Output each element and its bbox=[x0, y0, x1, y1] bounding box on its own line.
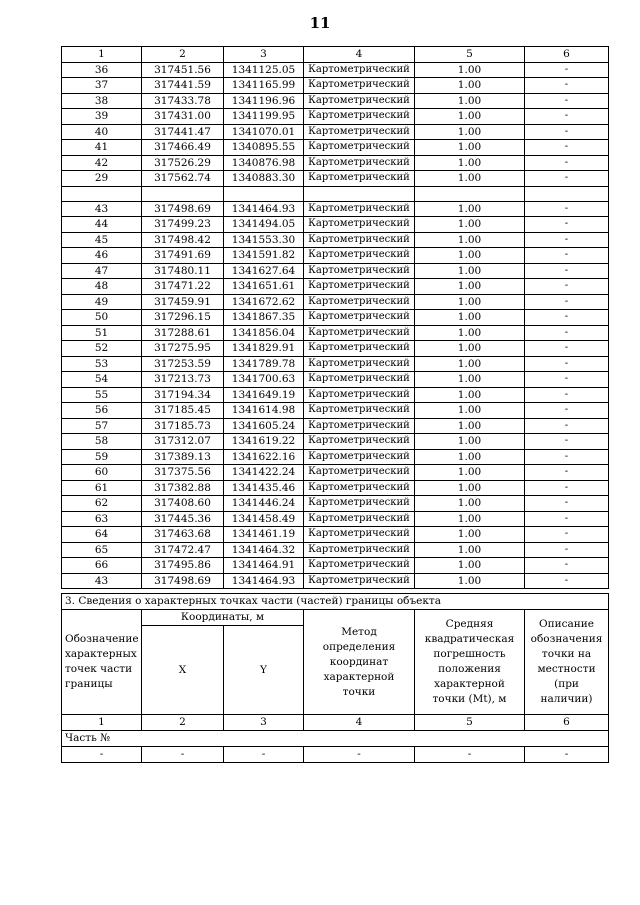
method-cell: Картометрический bbox=[304, 232, 415, 248]
error-value: 1.00 bbox=[415, 356, 525, 372]
description-cell: - bbox=[525, 93, 609, 109]
description-cell: - bbox=[525, 341, 609, 357]
error-value: 1.00 bbox=[415, 372, 525, 388]
x-coordinate: 317194.34 bbox=[142, 387, 224, 403]
y-coordinate: 1341605.24 bbox=[224, 418, 304, 434]
error-value: 1.00 bbox=[415, 310, 525, 326]
description-cell: - bbox=[525, 232, 609, 248]
y-coordinate: 1341856.04 bbox=[224, 325, 304, 341]
y-coordinate: 1341446.24 bbox=[224, 496, 304, 512]
y-coordinate: 1341435.46 bbox=[224, 480, 304, 496]
empty-cell: - bbox=[415, 747, 525, 763]
point-designation-header: Обозначение характерных точек части границы bbox=[62, 610, 142, 715]
column-number: 6 bbox=[525, 715, 609, 731]
y-coordinate: 1341700.63 bbox=[224, 372, 304, 388]
column-number: 4 bbox=[304, 47, 415, 63]
error-value: 1.00 bbox=[415, 124, 525, 140]
y-coordinate: 1341627.64 bbox=[224, 263, 304, 279]
section-title: 3. Сведения о характерных точках части (частей) границы объекта bbox=[62, 594, 609, 610]
y-coordinate: 1341070.01 bbox=[224, 124, 304, 140]
y-coordinate: 1341464.32 bbox=[224, 542, 304, 558]
table-row bbox=[62, 124, 609, 140]
x-coordinate: 317441.59 bbox=[142, 78, 224, 94]
y-coordinate: 1341789.78 bbox=[224, 356, 304, 372]
error-value: 1.00 bbox=[415, 418, 525, 434]
point-number: 55 bbox=[62, 387, 142, 403]
description-cell: - bbox=[525, 372, 609, 388]
point-number: 59 bbox=[62, 449, 142, 465]
method-cell: Картометрический bbox=[304, 217, 415, 233]
point-number: 38 bbox=[62, 93, 142, 109]
description-cell: - bbox=[525, 62, 609, 78]
error-value: 1.00 bbox=[415, 480, 525, 496]
y-coordinate: 1341422.24 bbox=[224, 465, 304, 481]
method-cell: Картометрический bbox=[304, 372, 415, 388]
point-number: 51 bbox=[62, 325, 142, 341]
point-number: 43 bbox=[62, 573, 142, 589]
point-number: 48 bbox=[62, 279, 142, 295]
table-row bbox=[62, 294, 609, 310]
x-coordinate: 317466.49 bbox=[142, 140, 224, 156]
method-cell: Картометрический bbox=[304, 109, 415, 125]
table-row bbox=[62, 279, 609, 295]
description-cell: - bbox=[525, 511, 609, 527]
x-coordinate: 317463.68 bbox=[142, 527, 224, 543]
method-cell: Картометрический bbox=[304, 527, 415, 543]
table-row bbox=[62, 232, 609, 248]
point-number: 36 bbox=[62, 62, 142, 78]
table-row bbox=[62, 310, 609, 326]
method-cell: Картометрический bbox=[304, 140, 415, 156]
method-cell: Картометрический bbox=[304, 418, 415, 434]
error-value: 1.00 bbox=[415, 171, 525, 187]
error-value: 1.00 bbox=[415, 109, 525, 125]
column-number: 6 bbox=[525, 47, 609, 63]
point-number: 37 bbox=[62, 78, 142, 94]
method-cell: Картометрический bbox=[304, 387, 415, 403]
y-coordinate: 1341619.22 bbox=[224, 434, 304, 450]
table-row bbox=[62, 155, 609, 171]
table-row bbox=[62, 573, 609, 589]
description-cell: - bbox=[525, 140, 609, 156]
column-number: 5 bbox=[415, 47, 525, 63]
description-cell: - bbox=[525, 542, 609, 558]
point-number: 66 bbox=[62, 558, 142, 574]
point-number: 63 bbox=[62, 511, 142, 527]
description-cell: - bbox=[525, 248, 609, 264]
y-coordinate: 1341464.93 bbox=[224, 573, 304, 589]
table-row bbox=[62, 465, 609, 481]
method-cell: Картометрический bbox=[304, 310, 415, 326]
point-number: 53 bbox=[62, 356, 142, 372]
point-number: 62 bbox=[62, 496, 142, 512]
point-number: 45 bbox=[62, 232, 142, 248]
description-cell: - bbox=[525, 263, 609, 279]
point-number: 46 bbox=[62, 248, 142, 264]
x-coordinate: 317526.29 bbox=[142, 155, 224, 171]
description-cell: - bbox=[525, 356, 609, 372]
method-cell: Картометрический bbox=[304, 511, 415, 527]
error-value: 1.00 bbox=[415, 434, 525, 450]
description-cell: - bbox=[525, 325, 609, 341]
description-cell: - bbox=[525, 434, 609, 450]
x-coordinate: 317375.56 bbox=[142, 465, 224, 481]
table-row bbox=[62, 542, 609, 558]
y-coordinate: 1341464.91 bbox=[224, 558, 304, 574]
error-value: 1.00 bbox=[415, 155, 525, 171]
empty-cell bbox=[224, 186, 304, 201]
x-coordinate: 317408.60 bbox=[142, 496, 224, 512]
x-coordinate: 317445.36 bbox=[142, 511, 224, 527]
x-coordinate: 317275.95 bbox=[142, 341, 224, 357]
contour-separator-row bbox=[62, 186, 609, 201]
point-number: 52 bbox=[62, 341, 142, 357]
y-coordinate: 1341672.62 bbox=[224, 294, 304, 310]
y-coordinate: 1341651.61 bbox=[224, 279, 304, 295]
x-coordinate: 317389.13 bbox=[142, 449, 224, 465]
x-coordinate: 317498.42 bbox=[142, 232, 224, 248]
point-number: 39 bbox=[62, 109, 142, 125]
table-row bbox=[62, 248, 609, 264]
method-cell: Картометрический bbox=[304, 542, 415, 558]
description-cell: - bbox=[525, 465, 609, 481]
description-cell: - bbox=[525, 527, 609, 543]
method-cell: Картометрический bbox=[304, 93, 415, 109]
y-coordinate: 1341591.82 bbox=[224, 248, 304, 264]
point-number: 50 bbox=[62, 310, 142, 326]
description-cell: - bbox=[525, 418, 609, 434]
table-row bbox=[62, 558, 609, 574]
description-cell: - bbox=[525, 403, 609, 419]
table-row bbox=[62, 62, 609, 78]
method-header: Метод определения координат характерной точки bbox=[304, 610, 415, 715]
table-row bbox=[62, 403, 609, 419]
point-number: 58 bbox=[62, 434, 142, 450]
error-value: 1.00 bbox=[415, 201, 525, 217]
table-row bbox=[62, 434, 609, 450]
description-cell: - bbox=[525, 155, 609, 171]
table-row bbox=[62, 217, 609, 233]
point-number: 41 bbox=[62, 140, 142, 156]
error-value: 1.00 bbox=[415, 465, 525, 481]
y-coordinate: 1341829.91 bbox=[224, 341, 304, 357]
column-number-row bbox=[62, 47, 609, 63]
empty-cell bbox=[142, 186, 224, 201]
table-row bbox=[62, 418, 609, 434]
part-boundary-table bbox=[61, 593, 609, 763]
empty-cell: - bbox=[525, 747, 609, 763]
point-number: 44 bbox=[62, 217, 142, 233]
y-coordinate: 1340876.98 bbox=[224, 155, 304, 171]
description-cell: - bbox=[525, 310, 609, 326]
x-coordinate: 317441.47 bbox=[142, 124, 224, 140]
column-number: 3 bbox=[224, 715, 304, 731]
x-coordinate: 317431.00 bbox=[142, 109, 224, 125]
description-cell: - bbox=[525, 496, 609, 512]
error-value: 1.00 bbox=[415, 248, 525, 264]
coordinates-table bbox=[61, 46, 609, 589]
description-cell: - bbox=[525, 387, 609, 403]
x-coordinate: 317499.23 bbox=[142, 217, 224, 233]
method-cell: Картометрический bbox=[304, 341, 415, 357]
error-value: 1.00 bbox=[415, 558, 525, 574]
x-coordinate: 317471.22 bbox=[142, 279, 224, 295]
point-number: 60 bbox=[62, 465, 142, 481]
method-cell: Картометрический bbox=[304, 465, 415, 481]
x-coordinate: 317213.73 bbox=[142, 372, 224, 388]
x-coordinate: 317185.73 bbox=[142, 418, 224, 434]
description-cell: - bbox=[525, 279, 609, 295]
point-number: 29 bbox=[62, 171, 142, 187]
method-cell: Картометрический bbox=[304, 558, 415, 574]
x-coordinate: 317495.86 bbox=[142, 558, 224, 574]
column-number: 2 bbox=[142, 47, 224, 63]
x-coordinate: 317288.61 bbox=[142, 325, 224, 341]
y-coordinate: 1340883.30 bbox=[224, 171, 304, 187]
method-cell: Картометрический bbox=[304, 171, 415, 187]
method-cell: Картометрический bbox=[304, 248, 415, 264]
point-number: 42 bbox=[62, 155, 142, 171]
error-value: 1.00 bbox=[415, 341, 525, 357]
empty-cell bbox=[415, 186, 525, 201]
error-value: 1.00 bbox=[415, 511, 525, 527]
table-row bbox=[62, 109, 609, 125]
column-number: 1 bbox=[62, 715, 142, 731]
x-coordinate: 317459.91 bbox=[142, 294, 224, 310]
description-cell: - bbox=[525, 124, 609, 140]
error-value: 1.00 bbox=[415, 573, 525, 589]
table-row bbox=[62, 480, 609, 496]
method-cell: Картометрический bbox=[304, 78, 415, 94]
error-value: 1.00 bbox=[415, 387, 525, 403]
y-coordinate: 1341199.95 bbox=[224, 109, 304, 125]
column-number: 1 bbox=[62, 47, 142, 63]
error-value: 1.00 bbox=[415, 496, 525, 512]
method-cell: Картометрический bbox=[304, 62, 415, 78]
method-cell: Картометрический bbox=[304, 201, 415, 217]
x-coordinate: 317498.69 bbox=[142, 201, 224, 217]
part-label: Часть № bbox=[62, 731, 609, 747]
error-value: 1.00 bbox=[415, 449, 525, 465]
empty-cell: - bbox=[224, 747, 304, 763]
y-coordinate: 1341461.19 bbox=[224, 527, 304, 543]
x-coordinate: 317491.69 bbox=[142, 248, 224, 264]
table-row bbox=[62, 325, 609, 341]
y-coordinate: 1341196.96 bbox=[224, 93, 304, 109]
x-coordinate: 317185.45 bbox=[142, 403, 224, 419]
x-coordinate: 317498.69 bbox=[142, 573, 224, 589]
error-value: 1.00 bbox=[415, 325, 525, 341]
point-number: 47 bbox=[62, 263, 142, 279]
empty-cell bbox=[62, 186, 142, 201]
description-cell: - bbox=[525, 480, 609, 496]
table-row bbox=[62, 449, 609, 465]
method-cell: Картометрический bbox=[304, 449, 415, 465]
description-cell: - bbox=[525, 217, 609, 233]
method-cell: Картометрический bbox=[304, 480, 415, 496]
empty-cell bbox=[304, 186, 415, 201]
empty-cell: - bbox=[304, 747, 415, 763]
error-value: 1.00 bbox=[415, 294, 525, 310]
method-cell: Картометрический bbox=[304, 279, 415, 295]
error-value: 1.00 bbox=[415, 527, 525, 543]
error-value: 1.00 bbox=[415, 78, 525, 94]
error-value: 1.00 bbox=[415, 93, 525, 109]
column-number: 3 bbox=[224, 47, 304, 63]
y-coordinate: 1341553.30 bbox=[224, 232, 304, 248]
x-coordinate: 317451.56 bbox=[142, 62, 224, 78]
method-cell: Картометрический bbox=[304, 263, 415, 279]
table-row bbox=[62, 387, 609, 403]
description-cell: - bbox=[525, 78, 609, 94]
column-number: 4 bbox=[304, 715, 415, 731]
y-coordinate: 1341458.49 bbox=[224, 511, 304, 527]
x-coordinate: 317433.78 bbox=[142, 93, 224, 109]
table-row bbox=[62, 171, 609, 187]
y-coordinate: 1341464.93 bbox=[224, 201, 304, 217]
description-header: Описание обозначения точки на местности (при наличии) bbox=[525, 610, 609, 715]
description-cell: - bbox=[525, 449, 609, 465]
point-number: 49 bbox=[62, 294, 142, 310]
error-value: 1.00 bbox=[415, 279, 525, 295]
method-cell: Картометрический bbox=[304, 155, 415, 171]
y-header: Y bbox=[224, 626, 304, 715]
point-number: 57 bbox=[62, 418, 142, 434]
method-cell: Картометрический bbox=[304, 124, 415, 140]
table-row bbox=[62, 140, 609, 156]
description-cell: - bbox=[525, 573, 609, 589]
y-coordinate: 1341867.35 bbox=[224, 310, 304, 326]
table-row bbox=[62, 496, 609, 512]
description-cell: - bbox=[525, 201, 609, 217]
x-coordinate: 317253.59 bbox=[142, 356, 224, 372]
y-coordinate: 1341494.05 bbox=[224, 217, 304, 233]
x-coordinate: 317296.15 bbox=[142, 310, 224, 326]
point-number: 56 bbox=[62, 403, 142, 419]
table-row bbox=[62, 527, 609, 543]
x-coordinate: 317382.88 bbox=[142, 480, 224, 496]
method-cell: Картометрический bbox=[304, 434, 415, 450]
empty-cell: - bbox=[142, 747, 224, 763]
y-coordinate: 1341125.05 bbox=[224, 62, 304, 78]
empty-cell: - bbox=[62, 747, 142, 763]
point-number: 43 bbox=[62, 201, 142, 217]
x-coordinate: 317562.74 bbox=[142, 171, 224, 187]
description-cell: - bbox=[525, 171, 609, 187]
point-number: 40 bbox=[62, 124, 142, 140]
x-coordinate: 317312.07 bbox=[142, 434, 224, 450]
column-number: 2 bbox=[142, 715, 224, 731]
description-cell: - bbox=[525, 558, 609, 574]
method-cell: Картометрический bbox=[304, 573, 415, 589]
y-coordinate: 1341614.98 bbox=[224, 403, 304, 419]
coordinates-header: Координаты, м bbox=[142, 610, 304, 626]
table-row bbox=[62, 78, 609, 94]
method-cell: Картометрический bbox=[304, 496, 415, 512]
description-cell: - bbox=[525, 294, 609, 310]
table-row bbox=[62, 511, 609, 527]
error-value: 1.00 bbox=[415, 542, 525, 558]
point-number: 64 bbox=[62, 527, 142, 543]
method-cell: Картометрический bbox=[304, 325, 415, 341]
x-coordinate: 317480.11 bbox=[142, 263, 224, 279]
table-row bbox=[62, 341, 609, 357]
error-value: 1.00 bbox=[415, 140, 525, 156]
error-value: 1.00 bbox=[415, 403, 525, 419]
method-cell: Картометрический bbox=[304, 356, 415, 372]
description-cell: - bbox=[525, 109, 609, 125]
error-header: Средняя квадратическая погрешность положения характерной точки (Мt), м bbox=[415, 610, 525, 715]
y-coordinate: 1341649.19 bbox=[224, 387, 304, 403]
table-row bbox=[62, 356, 609, 372]
point-number: 65 bbox=[62, 542, 142, 558]
error-value: 1.00 bbox=[415, 263, 525, 279]
table-row bbox=[62, 201, 609, 217]
error-value: 1.00 bbox=[415, 217, 525, 233]
x-header: X bbox=[142, 626, 224, 715]
table-row bbox=[62, 372, 609, 388]
page-number: 11 bbox=[309, 14, 331, 32]
column-number: 5 bbox=[415, 715, 525, 731]
y-coordinate: 1341622.16 bbox=[224, 449, 304, 465]
point-number: 61 bbox=[62, 480, 142, 496]
method-cell: Картометрический bbox=[304, 294, 415, 310]
method-cell: Картометрический bbox=[304, 403, 415, 419]
x-coordinate: 317472.47 bbox=[142, 542, 224, 558]
table-row bbox=[62, 93, 609, 109]
table-row bbox=[62, 263, 609, 279]
point-number: 54 bbox=[62, 372, 142, 388]
empty-cell bbox=[525, 186, 609, 201]
error-value: 1.00 bbox=[415, 62, 525, 78]
error-value: 1.00 bbox=[415, 232, 525, 248]
y-coordinate: 1341165.99 bbox=[224, 78, 304, 94]
y-coordinate: 1340895.55 bbox=[224, 140, 304, 156]
